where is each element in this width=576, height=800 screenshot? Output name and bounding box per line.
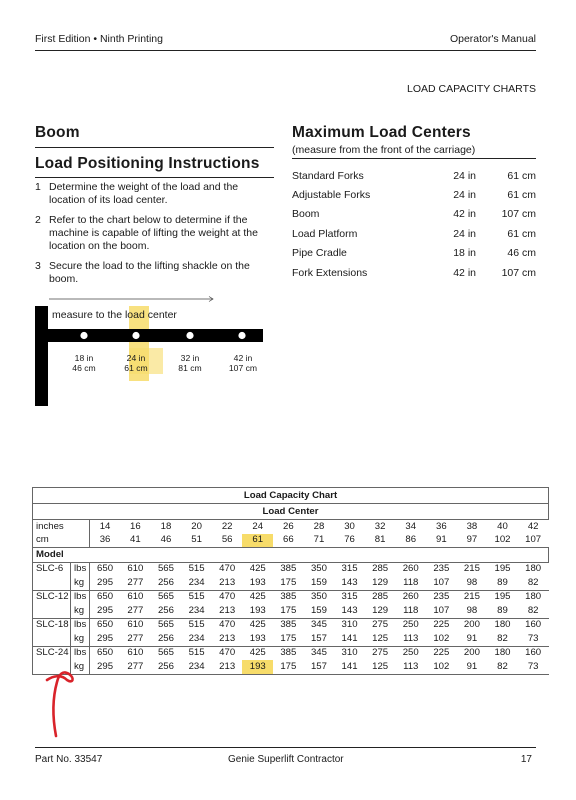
boom-diagram — [35, 296, 285, 406]
kg-value: 175 — [273, 632, 304, 646]
row-name: Load Platform — [292, 227, 358, 240]
lbs-value: 385 — [273, 646, 304, 660]
model-name: SLC-24 — [33, 646, 71, 674]
kg-value: 125 — [365, 632, 396, 646]
kg-value: 234 — [181, 576, 212, 590]
inch-value: 42 — [518, 520, 549, 534]
lbs-value: 565 — [151, 646, 182, 660]
lbs-value: 180 — [487, 618, 518, 632]
max-load-centers-table — [292, 166, 536, 282]
model-name: SLC-6 — [33, 562, 71, 590]
lbs-value: 425 — [242, 562, 273, 576]
section-title: LOAD CAPACITY CHARTS — [407, 83, 536, 95]
lbs-value: 425 — [242, 646, 273, 660]
cm-value: 66 — [273, 534, 304, 548]
kg-value: 277 — [120, 576, 151, 590]
kg-value: 107 — [426, 576, 457, 590]
kg-value: 89 — [487, 604, 518, 618]
cm-value: 76 — [334, 534, 365, 548]
step-2: 2 Refer to the chart below to determine if the machine is capable of lifting the weight at the location on the boom. — [35, 214, 258, 252]
kg-value: 91 — [457, 632, 488, 646]
lbs-value: 250 — [395, 618, 426, 632]
lbs-value: 225 — [426, 646, 457, 660]
kg-value: 91 — [457, 660, 488, 674]
kg-value: 98 — [457, 576, 488, 590]
unit-kg: kg — [71, 604, 90, 618]
kg-value: 213 — [212, 576, 243, 590]
lbs-value: 565 — [151, 618, 182, 632]
position-24in: 24 in 61 cm — [124, 353, 148, 373]
table-row — [33, 660, 549, 674]
unit-kg: kg — [71, 632, 90, 646]
kg-value: 113 — [395, 660, 426, 674]
lbs-value: 200 — [457, 618, 488, 632]
model-name: SLC-12 — [33, 590, 71, 618]
lbs-value: 180 — [487, 646, 518, 660]
inch-value: 36 — [426, 520, 457, 534]
lbs-value: 470 — [212, 590, 243, 604]
cm-value: 46 — [151, 534, 182, 548]
kg-value: 143 — [334, 576, 365, 590]
kg-value: 213 — [212, 660, 243, 674]
table-row — [33, 604, 549, 618]
lbs-value: 235 — [426, 562, 457, 576]
cm-value: 97 — [457, 534, 488, 548]
unit-lbs: lbs — [71, 618, 90, 632]
kg-value: 102 — [426, 632, 457, 646]
cm-value: 61 — [242, 534, 273, 548]
row-name: Pipe Cradle — [292, 247, 347, 260]
step-3: 3 Secure the load to the lifting shackle on the boom. — [35, 260, 250, 285]
kg-value: 277 — [120, 660, 151, 674]
unit-kg: kg — [71, 660, 90, 674]
kg-value: 295 — [90, 604, 121, 618]
row-name: Fork Extensions — [292, 266, 368, 279]
row-name: Adjustable Forks — [292, 189, 371, 202]
table-row — [292, 263, 536, 282]
lbs-value: 470 — [212, 562, 243, 576]
kg-value: 193 — [242, 604, 273, 618]
kg-value: 82 — [518, 576, 549, 590]
header-manual: Operator's Manual — [449, 33, 536, 45]
inch-value: 18 — [151, 520, 182, 534]
chart-title: Load Capacity Chart — [33, 488, 549, 504]
kg-value: 277 — [120, 604, 151, 618]
lbs-value: 180 — [518, 590, 549, 604]
kg-value: 82 — [487, 660, 518, 674]
table-row — [292, 166, 536, 185]
kg-value: 82 — [518, 604, 549, 618]
unit-lbs: lbs — [71, 646, 90, 660]
kg-value: 118 — [395, 576, 426, 590]
inches-label: inches — [33, 520, 90, 534]
cm-value: 56 — [212, 534, 243, 548]
inches-row — [33, 520, 549, 534]
inch-value: 20 — [181, 520, 212, 534]
kg-value: 213 — [212, 604, 243, 618]
lbs-value: 285 — [365, 590, 396, 604]
unit-lbs: lbs — [71, 562, 90, 576]
lbs-value: 350 — [304, 562, 335, 576]
inch-value: 34 — [395, 520, 426, 534]
lbs-value: 345 — [304, 646, 335, 660]
lbs-value: 195 — [487, 562, 518, 576]
max-load-centers-note: (measure from the front of the carriage) — [292, 144, 476, 156]
inch-value: 40 — [487, 520, 518, 534]
lbs-value: 515 — [181, 590, 212, 604]
lbs-value: 215 — [457, 562, 488, 576]
inch-value: 30 — [334, 520, 365, 534]
unit-lbs: lbs — [71, 590, 90, 604]
lbs-value: 515 — [181, 618, 212, 632]
model-label: Model — [33, 548, 549, 563]
header-rule — [35, 50, 536, 51]
lbs-value: 385 — [273, 618, 304, 632]
footer-part-number: Part No. 33547 — [35, 754, 103, 765]
table-row — [292, 244, 536, 263]
lbs-value: 215 — [457, 590, 488, 604]
lbs-value: 160 — [518, 618, 549, 632]
kg-value: 175 — [273, 660, 304, 674]
ink-annotation — [35, 650, 85, 740]
cm-value: 41 — [120, 534, 151, 548]
lbs-value: 515 — [181, 646, 212, 660]
lbs-value: 315 — [334, 590, 365, 604]
left-rule-1 — [35, 147, 274, 148]
lbs-value: 195 — [487, 590, 518, 604]
kg-value: 256 — [151, 660, 182, 674]
row-in: 42 in — [453, 208, 476, 221]
load-positioning-title: Load Positioning Instructions — [35, 155, 260, 172]
cm-value: 36 — [90, 534, 121, 548]
kg-value: 102 — [426, 660, 457, 674]
lbs-value: 260 — [395, 562, 426, 576]
kg-value: 118 — [395, 604, 426, 618]
kg-value: 234 — [181, 632, 212, 646]
chart-subtitle-row — [33, 504, 549, 520]
kg-value: 234 — [181, 604, 212, 618]
lbs-value: 180 — [518, 562, 549, 576]
kg-value: 193 — [242, 576, 273, 590]
lbs-value: 610 — [120, 618, 151, 632]
lbs-value: 160 — [518, 646, 549, 660]
kg-value: 73 — [518, 632, 549, 646]
kg-value: 256 — [151, 576, 182, 590]
kg-value: 157 — [304, 660, 335, 674]
kg-value: 213 — [212, 632, 243, 646]
load-capacity-chart — [32, 487, 549, 675]
lbs-value: 425 — [242, 618, 273, 632]
inch-value: 16 — [120, 520, 151, 534]
row-in: 24 in — [453, 227, 476, 240]
position-18in: 18 in 46 cm — [72, 353, 96, 373]
row-name: Standard Forks — [292, 169, 364, 182]
kg-value: 193 — [242, 632, 273, 646]
kg-value: 143 — [334, 604, 365, 618]
table-row — [33, 618, 549, 632]
kg-value: 193 — [242, 660, 273, 674]
table-row — [33, 562, 549, 576]
lbs-value: 610 — [120, 590, 151, 604]
lbs-value: 565 — [151, 590, 182, 604]
lbs-value: 235 — [426, 590, 457, 604]
cm-value: 91 — [426, 534, 457, 548]
kg-value: 159 — [304, 576, 335, 590]
row-cm: 107 cm — [501, 208, 536, 221]
lbs-value: 310 — [334, 646, 365, 660]
kg-value: 295 — [90, 660, 121, 674]
footer-product: Genie Superlift Contractor — [228, 754, 344, 765]
max-load-centers-title: Maximum Load Centers — [292, 124, 471, 141]
row-in: 42 in — [453, 266, 476, 279]
kg-value: 141 — [334, 632, 365, 646]
lbs-value: 650 — [90, 590, 121, 604]
lbs-value: 650 — [90, 562, 121, 576]
kg-value: 129 — [365, 604, 396, 618]
measure-label: measure to the load center — [52, 309, 177, 321]
kg-value: 107 — [426, 604, 457, 618]
table-row — [33, 632, 549, 646]
lbs-value: 350 — [304, 590, 335, 604]
lbs-value: 610 — [120, 562, 151, 576]
step-1: 1 Determine the weight of the load and the location of its load center. — [35, 181, 239, 206]
inch-value: 32 — [365, 520, 396, 534]
row-cm: 61 cm — [507, 189, 536, 202]
unit-kg: kg — [71, 576, 90, 590]
header-edition: First Edition • Ninth Printing — [35, 33, 163, 45]
lbs-value: 515 — [181, 562, 212, 576]
model-header-row — [33, 548, 549, 563]
lbs-value: 650 — [90, 646, 121, 660]
footer-rule — [35, 747, 536, 748]
row-cm: 61 cm — [507, 169, 536, 182]
boom-title: Boom — [35, 124, 80, 141]
row-in: 18 in — [453, 247, 476, 260]
lbs-value: 565 — [151, 562, 182, 576]
inch-value: 14 — [90, 520, 121, 534]
row-name: Boom — [292, 208, 320, 221]
table-row — [292, 224, 536, 243]
kg-value: 256 — [151, 632, 182, 646]
row-in: 24 in — [453, 169, 476, 182]
kg-value: 157 — [304, 632, 335, 646]
kg-value: 129 — [365, 576, 396, 590]
inch-value: 24 — [242, 520, 273, 534]
table-row — [33, 590, 549, 604]
kg-value: 295 — [90, 576, 121, 590]
kg-value: 89 — [487, 576, 518, 590]
inch-value: 28 — [304, 520, 335, 534]
chart-subtitle: Load Center — [33, 504, 549, 520]
left-rule-2 — [35, 177, 274, 178]
table-row — [292, 185, 536, 204]
kg-value: 277 — [120, 632, 151, 646]
position-42in: 42 in 107 cm — [228, 353, 258, 373]
cm-label: cm — [33, 534, 90, 548]
kg-value: 159 — [304, 604, 335, 618]
table-row — [292, 205, 536, 224]
lbs-value: 285 — [365, 562, 396, 576]
position-32in: 32 in 81 cm — [178, 353, 202, 373]
kg-value: 175 — [273, 604, 304, 618]
kg-value: 234 — [181, 660, 212, 674]
cm-value: 71 — [304, 534, 335, 548]
table-row — [33, 576, 549, 590]
lbs-value: 470 — [212, 646, 243, 660]
kg-value: 98 — [457, 604, 488, 618]
kg-value: 295 — [90, 632, 121, 646]
kg-value: 82 — [487, 632, 518, 646]
row-cm: 46 cm — [507, 247, 536, 260]
lbs-value: 425 — [242, 590, 273, 604]
kg-value: 256 — [151, 604, 182, 618]
inch-value: 26 — [273, 520, 304, 534]
lbs-value: 385 — [273, 562, 304, 576]
lbs-value: 225 — [426, 618, 457, 632]
cm-value: 107 — [518, 534, 549, 548]
lbs-value: 610 — [120, 646, 151, 660]
kg-value: 125 — [365, 660, 396, 674]
lbs-value: 275 — [365, 646, 396, 660]
cm-row — [33, 534, 549, 548]
cm-value: 102 — [487, 534, 518, 548]
row-cm: 61 cm — [507, 227, 536, 240]
lbs-value: 200 — [457, 646, 488, 660]
lbs-value: 470 — [212, 618, 243, 632]
kg-value: 73 — [518, 660, 549, 674]
kg-value: 113 — [395, 632, 426, 646]
lbs-value: 250 — [395, 646, 426, 660]
cm-value: 51 — [181, 534, 212, 548]
lbs-value: 275 — [365, 618, 396, 632]
kg-value: 141 — [334, 660, 365, 674]
right-rule — [292, 158, 536, 159]
inch-value: 22 — [212, 520, 243, 534]
footer-page-number: 17 — [520, 754, 532, 765]
chart-title-row — [33, 488, 549, 504]
lbs-value: 650 — [90, 618, 121, 632]
inch-value: 38 — [457, 520, 488, 534]
lbs-value: 260 — [395, 590, 426, 604]
row-cm: 107 cm — [501, 266, 536, 279]
cm-value: 81 — [365, 534, 396, 548]
row-in: 24 in — [453, 189, 476, 202]
instruction-list — [35, 181, 275, 293]
model-name: SLC-18 — [33, 618, 71, 646]
table-row — [33, 646, 549, 660]
lbs-value: 315 — [334, 562, 365, 576]
lbs-value: 310 — [334, 618, 365, 632]
kg-value: 175 — [273, 576, 304, 590]
cm-value: 86 — [395, 534, 426, 548]
capacity-table — [32, 487, 549, 675]
lbs-value: 385 — [273, 590, 304, 604]
lbs-value: 345 — [304, 618, 335, 632]
